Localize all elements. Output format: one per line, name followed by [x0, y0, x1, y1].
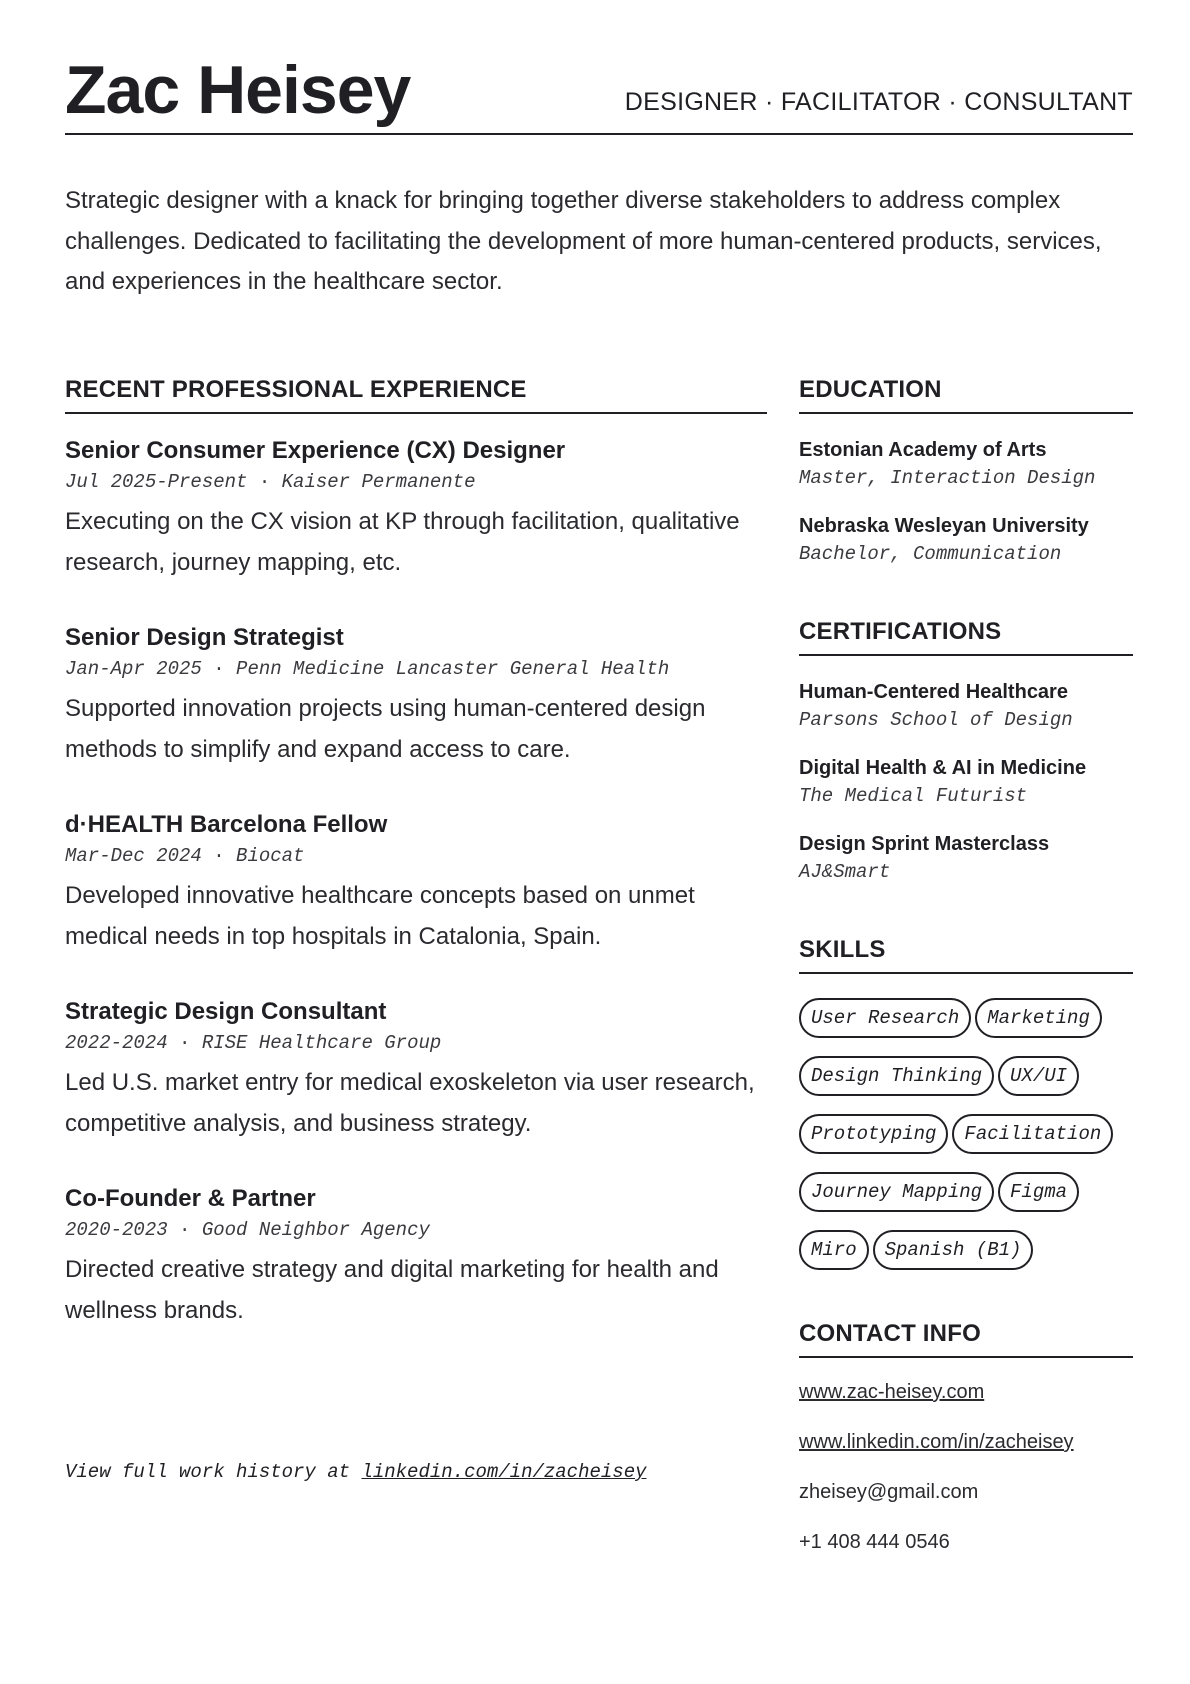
job-entry — [65, 995, 767, 1144]
history-prefix: View full work history at — [65, 1461, 362, 1483]
job-company: Kaiser Permanente — [281, 471, 476, 493]
role-tagline: DESIGNER · FACILITATOR · CONSULTANT — [624, 88, 1133, 116]
education-entry — [799, 512, 1133, 568]
degree: Master, Interaction Design — [799, 467, 1096, 489]
school-name: Nebraska Wesleyan University — [799, 515, 1089, 537]
certification-name: Digital Health & AI in Medicine — [799, 757, 1087, 779]
certification-issuer: The Medical Futurist — [799, 785, 1028, 807]
sidebar-column — [799, 374, 1133, 1578]
job-company: Good Neighbor Agency — [201, 1219, 430, 1241]
contact-list — [799, 1378, 1133, 1556]
skill-tag: Spanish (B1) — [873, 1230, 1034, 1270]
job-description: Supported innovation projects using human-centered design methods to simplify and expand access to care. — [65, 695, 706, 763]
skill-tag: Prototyping — [799, 1114, 948, 1154]
job-dates: 2022-2024 — [65, 1032, 168, 1054]
skills-section — [799, 934, 1133, 1270]
job-description: Developed innovative healthcare concepts based on unmet medical needs in top hospitals in Catalonia, Spain. — [65, 882, 695, 950]
skill-tag: UX/UI — [998, 1056, 1079, 1096]
experience-heading: RECENT PROFESSIONAL EXPERIENCE — [65, 374, 767, 414]
job-meta — [65, 842, 767, 870]
meta-separator: · — [213, 845, 225, 867]
work-history-note — [65, 1458, 647, 1486]
skill-tag: Marketing — [975, 998, 1102, 1038]
certification-issuer: AJ&Smart — [799, 861, 891, 883]
job-company: RISE Healthcare Group — [201, 1032, 442, 1054]
skill-row — [799, 1114, 1133, 1154]
professional-summary: Strategic designer with a knack for bringing together diverse stakeholders to address complex challenges. Dedicated to facilitating the development of more human-centered products, services, and experiences in the healthcare sector. — [65, 187, 1102, 295]
contact-heading: CONTACT INFO — [799, 1318, 1133, 1358]
skill-tag: Journey Mapping — [799, 1172, 994, 1212]
job-company: Penn Medicine Lancaster General Health — [236, 658, 670, 680]
website-link[interactable]: www.zac-heisey.com — [799, 1381, 985, 1403]
job-dates: 2020-2023 — [65, 1219, 168, 1241]
job-meta — [65, 655, 767, 683]
job-entry — [65, 621, 767, 770]
job-title: Co-Founder & Partner — [65, 1185, 316, 1212]
certification-name: Design Sprint Masterclass — [799, 833, 1050, 855]
job-meta — [65, 1216, 767, 1244]
education-entry — [799, 436, 1133, 492]
certification-issuer: Parsons School of Design — [799, 709, 1073, 731]
job-meta — [65, 1029, 767, 1057]
experience-section — [65, 374, 767, 1369]
meta-separator: · — [179, 1032, 191, 1054]
job-description: Led U.S. market entry for medical exoskeleton via user research, competitive analysis, and business strategy. — [65, 1069, 755, 1137]
skill-row — [799, 998, 1133, 1038]
education-section — [799, 374, 1133, 568]
certification-entry — [799, 678, 1133, 734]
resume-page — [65, 0, 1133, 1684]
job-entry — [65, 1182, 767, 1331]
job-dates: Jul 2025-Present — [65, 471, 248, 493]
job-title: Senior Consumer Experience (CX) Designer — [65, 437, 566, 464]
meta-separator: · — [179, 1219, 191, 1241]
job-entry — [65, 808, 767, 957]
skill-row — [799, 1230, 1133, 1270]
job-entry — [65, 434, 767, 583]
job-title: Senior Design Strategist — [65, 624, 344, 651]
skill-tag: Miro — [799, 1230, 869, 1270]
degree: Bachelor, Communication — [799, 543, 1062, 565]
skill-tag: Design Thinking — [799, 1056, 994, 1096]
linkedin-link[interactable]: www.linkedin.com/in/zacheisey — [799, 1431, 1074, 1453]
job-dates: Jan-Apr 2025 — [65, 658, 202, 680]
job-meta — [65, 468, 767, 496]
skill-tag: User Research — [799, 998, 971, 1038]
skill-tag: Figma — [998, 1172, 1079, 1212]
skill-row — [799, 1172, 1133, 1212]
job-description: Directed creative strategy and digital marketing for health and wellness brands. — [65, 1256, 719, 1324]
skill-row — [799, 1056, 1133, 1096]
school-name: Estonian Academy of Arts — [799, 439, 1047, 461]
skills-heading: SKILLS — [799, 934, 1133, 974]
job-title: Strategic Design Consultant — [65, 998, 387, 1025]
education-heading: EDUCATION — [799, 374, 1133, 414]
phone-number: +1 408 444 0546 — [799, 1531, 950, 1553]
certification-name: Human-Centered Healthcare — [799, 681, 1068, 703]
linkedin-history-link[interactable]: linkedin.com/in/zacheisey — [361, 1461, 647, 1483]
contact-section — [799, 1318, 1133, 1556]
job-description: Executing on the CX vision at KP through facilitation, qualitative research, journey mapping, etc. — [65, 508, 740, 576]
candidate-name: Zac Heisey — [65, 52, 411, 128]
email-address: zheisey@gmail.com — [799, 1481, 979, 1503]
certifications-heading: CERTIFICATIONS — [799, 616, 1133, 656]
meta-separator: · — [213, 658, 225, 680]
skill-tag: Facilitation — [952, 1114, 1113, 1154]
job-title: d·HEALTH Barcelona Fellow — [65, 811, 388, 838]
job-dates: Mar-Dec 2024 — [65, 845, 202, 867]
certification-entry — [799, 830, 1133, 886]
certification-entry — [799, 754, 1133, 810]
job-company: Biocat — [236, 845, 305, 867]
meta-separator: · — [258, 471, 271, 493]
skill-tags — [799, 998, 1133, 1270]
certifications-section — [799, 616, 1133, 886]
resume-header — [65, 50, 1133, 135]
